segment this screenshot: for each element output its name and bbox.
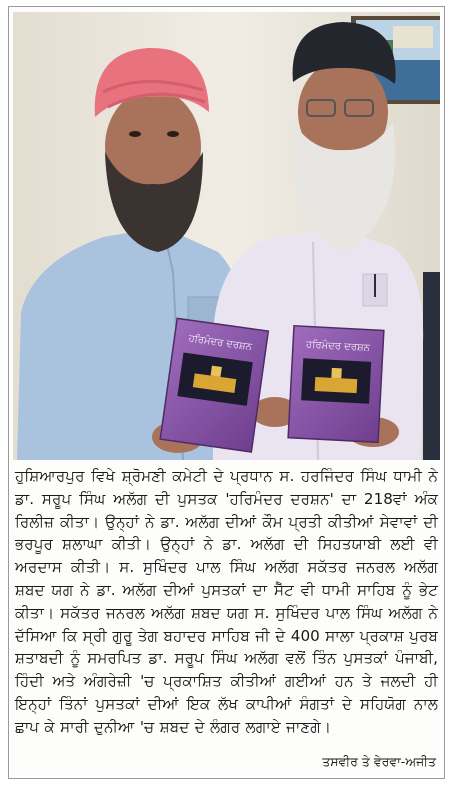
photo-credit: ਤਸਵੀਰ ਤੇ ਵੇਰਵਾ-ਅਜੀਤ (322, 754, 436, 769)
photo-illustration (13, 12, 440, 460)
article-body: ਹੁਸ਼ਿਆਰਪੁਰ ਵਿਖੇ ਸ਼੍ਰੋਮਣੀ ਕਮੇਟੀ ਦੇ ਪ੍ਰਧਾਨ ਸ. ਹਰਜਿੰਦਰ ਸਿੰਘ ਧਾਮੀ ਨੇ ਡਾ. ਸਰੂਪ ਸਿੰਘ ਅਲੱਗ ਦੀ ਪੁਸਤਕ 'ਹਰਿਮੰਦਰ ਦਰਸ਼ਨ' ਦਾ 218ਵਾਂ ਅੰਕ ਰਿਲੀਜ਼ ਕੀਤਾ। ਉਨ੍ਹਾਂ ਨੇ ਡਾ. ਅਲੱਗ ਦੀਆਂ ਕੌਮ ਪ੍ਰਤੀ ਕੀਤੀਆਂ ਸੇਵਾਵਾਂ ਦੀ ਭਰਪੂਰ ਸ਼ਲਾਘਾ ਕੀਤੀ। ਉਨ੍ਹਾਂ ਨੇ ਡਾ. ਅਲੱਗ ਦੀ ਸਿਹਤਯਾਬੀ ਲਈ ਵੀ ਅਰਦਾਸ ਕੀਤੀ। ਸ. ਸੁਖਿੰਦਰ ਪਾਲ ਸਿੰਘ ਅਲੱਗ ਸਕੱਤਰ ਜਨਰਲ ਅਲੱਗ ਸ਼ਬਦ ਯਗ ਨੇ ਡਾ. ਅਲੱਗ ਦੀਆਂ ਪੁਸਤਕਾਂ ਦਾ ਸੈੱਟ ਵੀ ਧਾਮੀ ਸਾਹਿਬ ਨੂੰ ਭੇਟ ਕੀਤਾ। ਸਕੱਤਰ ਜਨਰਲ ਅਲੱਗ ਸ਼ਬਦ ਯਗ ਸ. ਸੁਖਿੰਦਰ ਪਾਲ ਸਿੰਘ ਅਲੱਗ ਨੇ ਦੱਸਿਆ ਕਿ ਸ੍ਰੀ ਗੁਰੂ ਤੇਗ ਬਹਾਦਰ ਸਾਹਿਬ ਜੀ ਦੇ 400 ਸਾਲਾ ਪ੍ਰਕਾਸ਼ ਪੁਰਬ ਸ਼ਤਾਬਦੀ ਨੂੰ ਸਮਰਪਿਤ ਡਾ. ਸਰੂਪ ਸਿੰਘ ਅਲੱਗ ਵਲੋਂ ਤਿੰਨ ਪੁਸਤਕਾਂ ਪੰਜਾਬੀ, ਹਿੰਦੀ ਅਤੇ ਅੰਗਰੇਜ਼ੀ 'ਚ ਪ੍ਰਕਾਸ਼ਿਤ ਕੀਤੀਆਂ ਗਈਆਂ ਹਨ ਤੇ ਜਲਦੀ ਹੀ ਇਨ੍ਹਾਂ ਤਿੰਨਾਂ ਪੁਸਤਕਾਂ ਦੀਆਂ ਇਕ ਲੱਖ ਕਾਪੀਆਂ ਸੰਗਤਾਂ ਦੇ ਸਹਿਯੋਗ ਨਾਲ ਛਾਪ ਕੇ ਸਾਰੀ ਦੁਨੀਆ 'ਚ ਸ਼ਬਦ ਦੇ ਲੰਗਰ ਲਗਾਏ ਜਾਣਗੇ। (15, 467, 438, 736)
news-photo (13, 12, 440, 460)
book-left (160, 318, 268, 452)
book-right-title: ਹਰਿਮੰਦਰ ਦਰਸ਼ਨ (305, 339, 371, 354)
book-right (288, 326, 384, 443)
news-clipping (8, 6, 445, 779)
book-left-title: ਹਰਿਮੰਦਰ ਦਰਸ਼ਨ (187, 333, 253, 353)
